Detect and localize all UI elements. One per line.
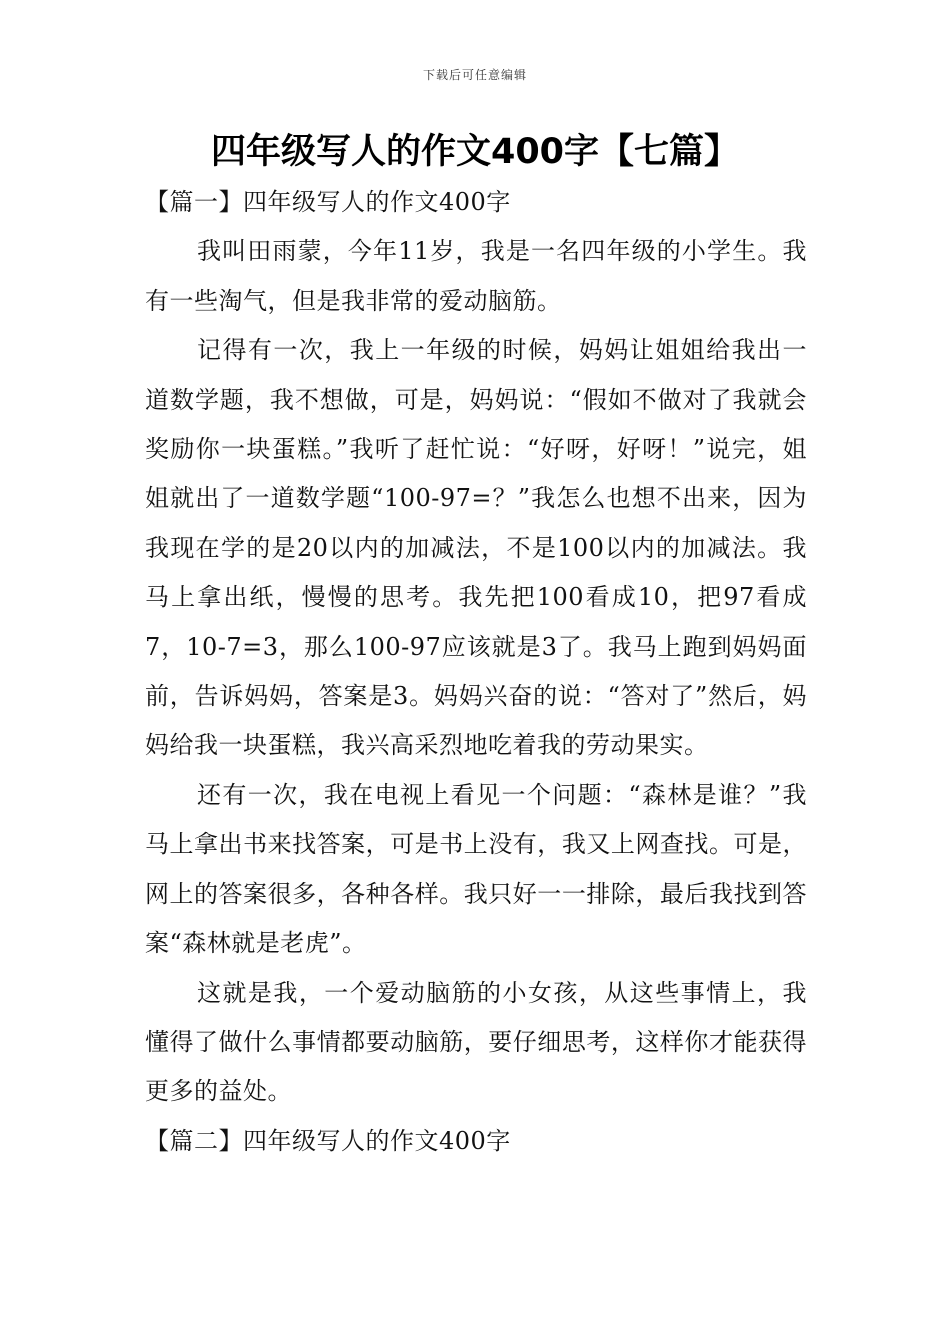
header-note: 下载后可任意编辑: [422, 68, 527, 82]
paragraph: 这就是我，一个爱动脑筋的小女孩，从这些事情上，我懂得了做什么事情都要动脑筋，要仔细思考，这样你才能获得更多的益处。: [145, 978, 807, 1106]
document-title: 四年级写人的作文400字【七篇】: [210, 132, 740, 172]
section-heading-1: 【篇一】四年级写人的作文400字: [145, 188, 511, 216]
paragraph: 记得有一次，我上一年级的时候，妈妈让姐姐给我出一道数学题，我不想做，可是，妈妈说：“假如不做对了我就会奖励你一块蛋糕。”我听了赶忙说：“好呀，好呀！”说完，姐姐就出了一道数学题“100-97=？”我怎么也想不出来，因为我现在学的是20以内的加减法，不是100以内的加减法。我马上拿出纸，慢慢的思考。我先把100看成10，把97看成7，10-7=3，那么100-97应该就是3了。我马上跑到妈妈面前，告诉妈妈，答案是3。妈妈兴奋的说：“答对了”然后，妈妈给我一块蛋糕，我兴高采烈地吃着我的劳动果实。: [145, 336, 807, 760]
paragraph: 还有一次，我在电视上看见一个问题：“森林是谁？”我马上拿出书来找答案，可是书上没有，我又上网查找。可是，网上的答案很多，各种各样。我只好一一排除，最后我找到答案“森林就是老虎”。: [145, 780, 807, 958]
paragraph: 我叫田雨蒙，今年11岁，我是一名四年级的小学生。我有一些淘气，但是我非常的爱动脑筋。: [145, 237, 807, 315]
section-heading-2: 【篇二】四年级写人的作文400字: [145, 1126, 511, 1155]
document-body: [145, 178, 807, 1166]
